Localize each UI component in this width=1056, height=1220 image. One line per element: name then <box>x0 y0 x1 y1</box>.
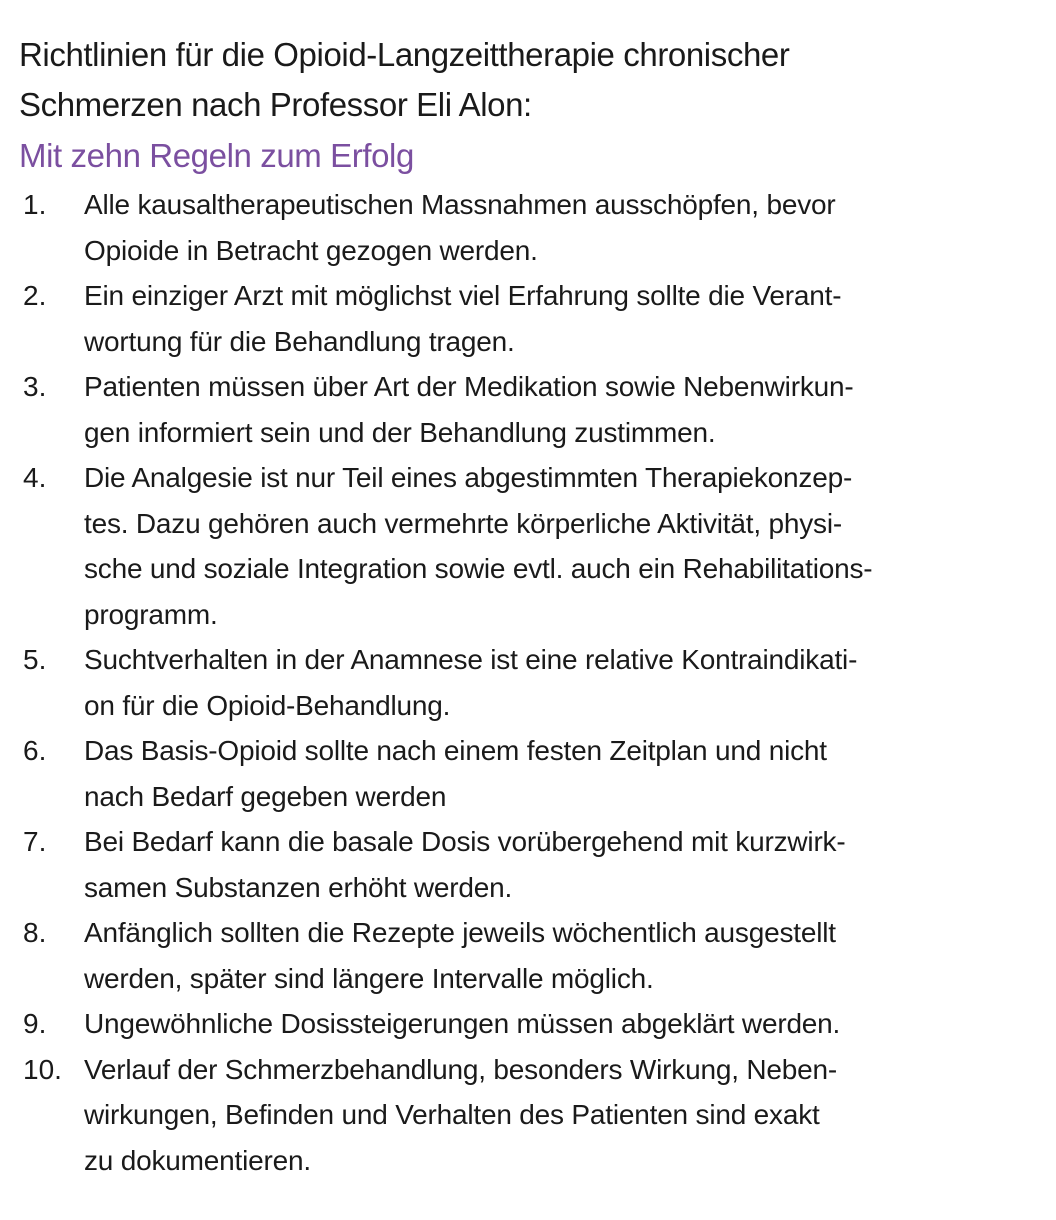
rule-line: zu dokumentieren. <box>84 1144 311 1176</box>
rule-number: 6. <box>23 735 47 766</box>
rule-text <box>84 728 1039 819</box>
rule-line: programm. <box>84 598 218 630</box>
rule-item-10 <box>19 1047 1039 1184</box>
rule-item-2 <box>19 273 1039 364</box>
rule-item-7 <box>19 819 1039 910</box>
rule-item-8 <box>19 910 1039 1001</box>
rule-text <box>84 182 1039 273</box>
rule-number: 4. <box>23 462 47 493</box>
rule-line: Die Analgesie ist nur Teil eines abgestimmten Therapiekonzep- <box>84 462 853 493</box>
rule-text <box>84 364 1039 455</box>
rule-number: 10. <box>23 1053 62 1085</box>
rule-line: Bei Bedarf kann die basale Dosis vorübergehend mit kurzwirk- <box>84 826 846 857</box>
rule-line: wortung für die Behandlung tragen. <box>84 325 515 357</box>
rules-list <box>19 182 1039 1183</box>
rule-text <box>84 1001 1039 1047</box>
rule-line: Patienten müssen über Art der Medikation sowie Nebenwirkun- <box>84 371 854 402</box>
rule-item-1 <box>19 182 1039 273</box>
rule-line: Das Basis-Opioid sollte nach einem festen Zeitplan und nicht <box>84 735 827 766</box>
rule-line: on für die Opioid-Behandlung. <box>84 689 451 721</box>
rule-line: Opioide in Betracht gezogen werden. <box>84 234 538 266</box>
rule-number: 5. <box>23 644 47 675</box>
document-subtitle: Mit zehn Regeln zum Erfolg <box>19 137 414 174</box>
rule-line: Suchtverhalten in der Anamnese ist eine relative Kontraindikati- <box>84 644 858 675</box>
document-title <box>19 30 1039 130</box>
document-page <box>19 30 1039 1183</box>
title-line-2: Schmerzen nach Professor Eli Alon: <box>19 86 532 123</box>
title-line-1: Richtlinien für die Opioid-Langzeittherapie chronischer <box>19 36 790 73</box>
rule-item-6 <box>19 728 1039 819</box>
rule-line: Verlauf der Schmerzbehandlung, besonders Wirkung, Neben- <box>84 1053 838 1085</box>
rule-number: 3. <box>23 371 47 402</box>
rule-number: 1. <box>23 189 47 220</box>
rule-item-3 <box>19 364 1039 455</box>
rule-line: wirkungen, Befinden und Verhalten des Patienten sind exakt <box>84 1099 820 1130</box>
rule-line: Ein einziger Arzt mit möglichst viel Erfahrung sollte die Verant- <box>84 280 842 311</box>
rule-text <box>84 455 1039 637</box>
rule-text <box>84 637 1039 728</box>
rule-line: nach Bedarf gegeben werden <box>84 780 447 812</box>
rule-line: Alle kausaltherapeutischen Massnahmen ausschöpfen, bevor <box>84 189 836 220</box>
rule-line: Anfänglich sollten die Rezepte jeweils wöchentlich ausgestellt <box>84 917 836 948</box>
rule-text <box>84 273 1039 364</box>
rule-item-4 <box>19 455 1039 637</box>
rule-item-5 <box>19 637 1039 728</box>
rule-line: sche und soziale Integration sowie evtl. auch ein Rehabilitations- <box>84 553 873 584</box>
rule-line: samen Substanzen erhöht werden. <box>84 871 513 903</box>
rule-line: Ungewöhnliche Dosissteigerungen müssen abgeklärt werden. <box>84 1008 841 1039</box>
rule-text <box>84 1047 1039 1184</box>
rule-number: 2. <box>23 280 47 311</box>
rule-line: werden, später sind längere Intervalle möglich. <box>84 962 654 994</box>
rule-line: tes. Dazu gehören auch vermehrte körperliche Aktivität, physi- <box>84 507 842 539</box>
rule-number: 7. <box>23 826 47 857</box>
rule-number: 8. <box>23 917 47 948</box>
rule-line: gen informiert sein und der Behandlung zustimmen. <box>84 416 716 448</box>
rule-number: 9. <box>23 1008 47 1039</box>
rule-item-9 <box>19 1001 1039 1047</box>
rule-text <box>84 819 1039 910</box>
rule-text <box>84 910 1039 1001</box>
